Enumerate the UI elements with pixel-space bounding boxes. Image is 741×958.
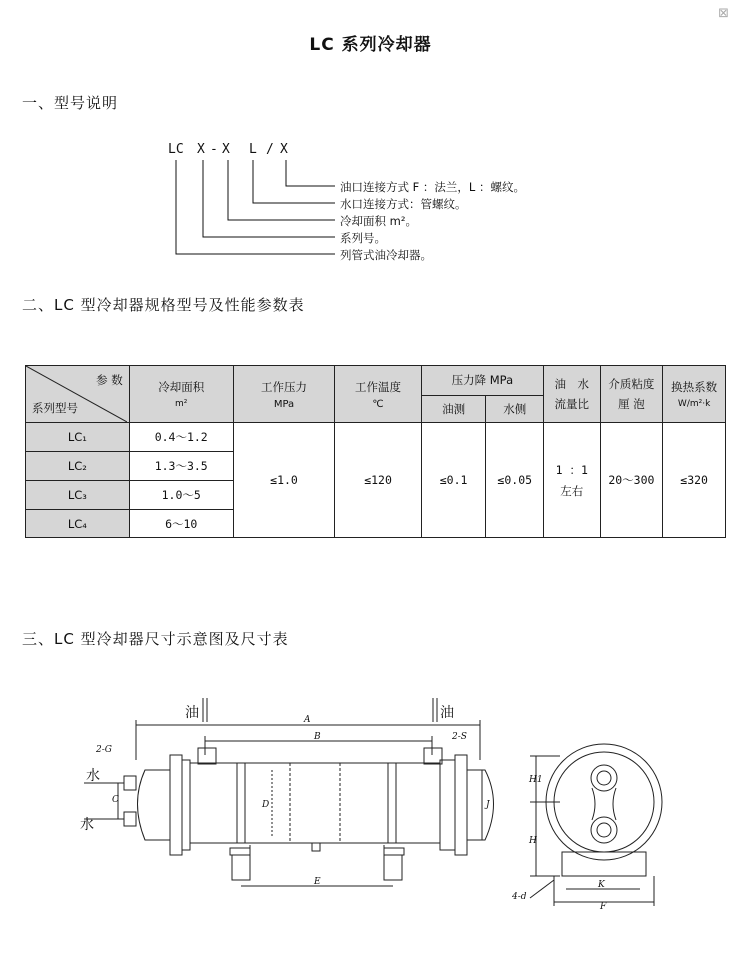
oil-label-left: 油	[185, 705, 199, 721]
dim-d-label: D	[262, 800, 270, 810]
model-code-lc: LC	[168, 142, 184, 157]
model-code-area: X	[222, 142, 230, 157]
section1-heading: 一、型号说明	[22, 94, 119, 112]
header-heat-coef: 换热系数 W/m²·k	[663, 366, 726, 423]
dim-c-label: C	[112, 795, 119, 805]
legend-water-port: 水口连接方式：管螺纹。	[340, 197, 467, 211]
water-label-in: 水	[86, 768, 100, 784]
row-model: LC₂	[26, 452, 130, 481]
cell-viscosity: 20～300	[600, 423, 663, 538]
cell-temp: ≤120	[335, 423, 421, 538]
legend-oil-port: 油口连接方式 F ：法兰，L ：螺纹。	[340, 180, 525, 194]
page-title: LC 系列冷却器	[309, 35, 432, 55]
header-viscosity: 介质粘度 厘 泡	[600, 366, 663, 423]
dim-k-label: K	[598, 880, 605, 890]
close-icon[interactable]: ⊠	[718, 6, 729, 21]
section3-heading: 三、LC 型冷却器尺寸示意图及尺寸表	[22, 630, 289, 648]
cell-pressure: ≤1.0	[233, 423, 335, 538]
cell-heat-coef: ≤320	[663, 423, 726, 538]
corner-bottom-label: 系列型号	[32, 401, 78, 415]
cell-drop-oil: ≤0.1	[421, 423, 486, 538]
row-area: 0.4～1.2	[129, 423, 233, 452]
legend-area: 冷却面积 m²。	[340, 214, 417, 228]
header-area: 冷却面积 m²	[129, 366, 233, 423]
dim-h1-label: H1	[529, 775, 543, 785]
corner-top-label: 参 数	[96, 373, 123, 387]
legend-series: 系列号。	[340, 231, 386, 245]
model-code-l: L	[249, 142, 257, 157]
header-drop-oil: 油测	[421, 395, 486, 422]
water-label-out: 水	[80, 817, 94, 833]
header-flow-ratio: 油 水 流量比	[544, 366, 601, 423]
dim-h-label: H	[529, 836, 537, 846]
section2-heading: 二、LC 型冷却器规格型号及性能参数表	[22, 296, 305, 314]
row-model: LC₃	[26, 481, 130, 510]
model-code-slash: /	[266, 142, 274, 157]
oil-label-right: 油	[440, 705, 454, 721]
dim-a-label: A	[304, 715, 311, 725]
header-pressure: 工作压力 MPa	[233, 366, 335, 423]
row-model: LC₁	[26, 423, 130, 452]
row-area: 1.3～3.5	[129, 452, 233, 481]
header-temp: 工作温度 ℃	[335, 366, 421, 423]
cell-drop-water: ≤0.05	[486, 423, 544, 538]
row-model: LC₄	[26, 510, 130, 538]
model-code-oil-port: X	[280, 142, 288, 157]
dim-f-label: F	[600, 902, 607, 912]
header-drop-water: 水侧	[486, 395, 544, 422]
dim-j-label: J	[486, 800, 490, 810]
dim-e-label: E	[314, 877, 321, 887]
legend-type: 列管式油冷却器。	[340, 248, 432, 262]
model-code-series: X	[197, 142, 205, 157]
model-code-dash: -	[210, 142, 218, 157]
row-area: 1.0～5	[129, 481, 233, 510]
row-area: 6～10	[129, 510, 233, 538]
header-pressure-drop: 压力降 MPa	[421, 366, 543, 396]
cell-flow-ratio: 1 ：1 左右	[544, 423, 601, 538]
dim-b-label: B	[314, 732, 321, 742]
dim-d-holes-label: 4-d	[512, 892, 527, 902]
dim-s-label: 2-S	[452, 732, 467, 742]
dim-g-label: 2-G	[96, 745, 112, 755]
